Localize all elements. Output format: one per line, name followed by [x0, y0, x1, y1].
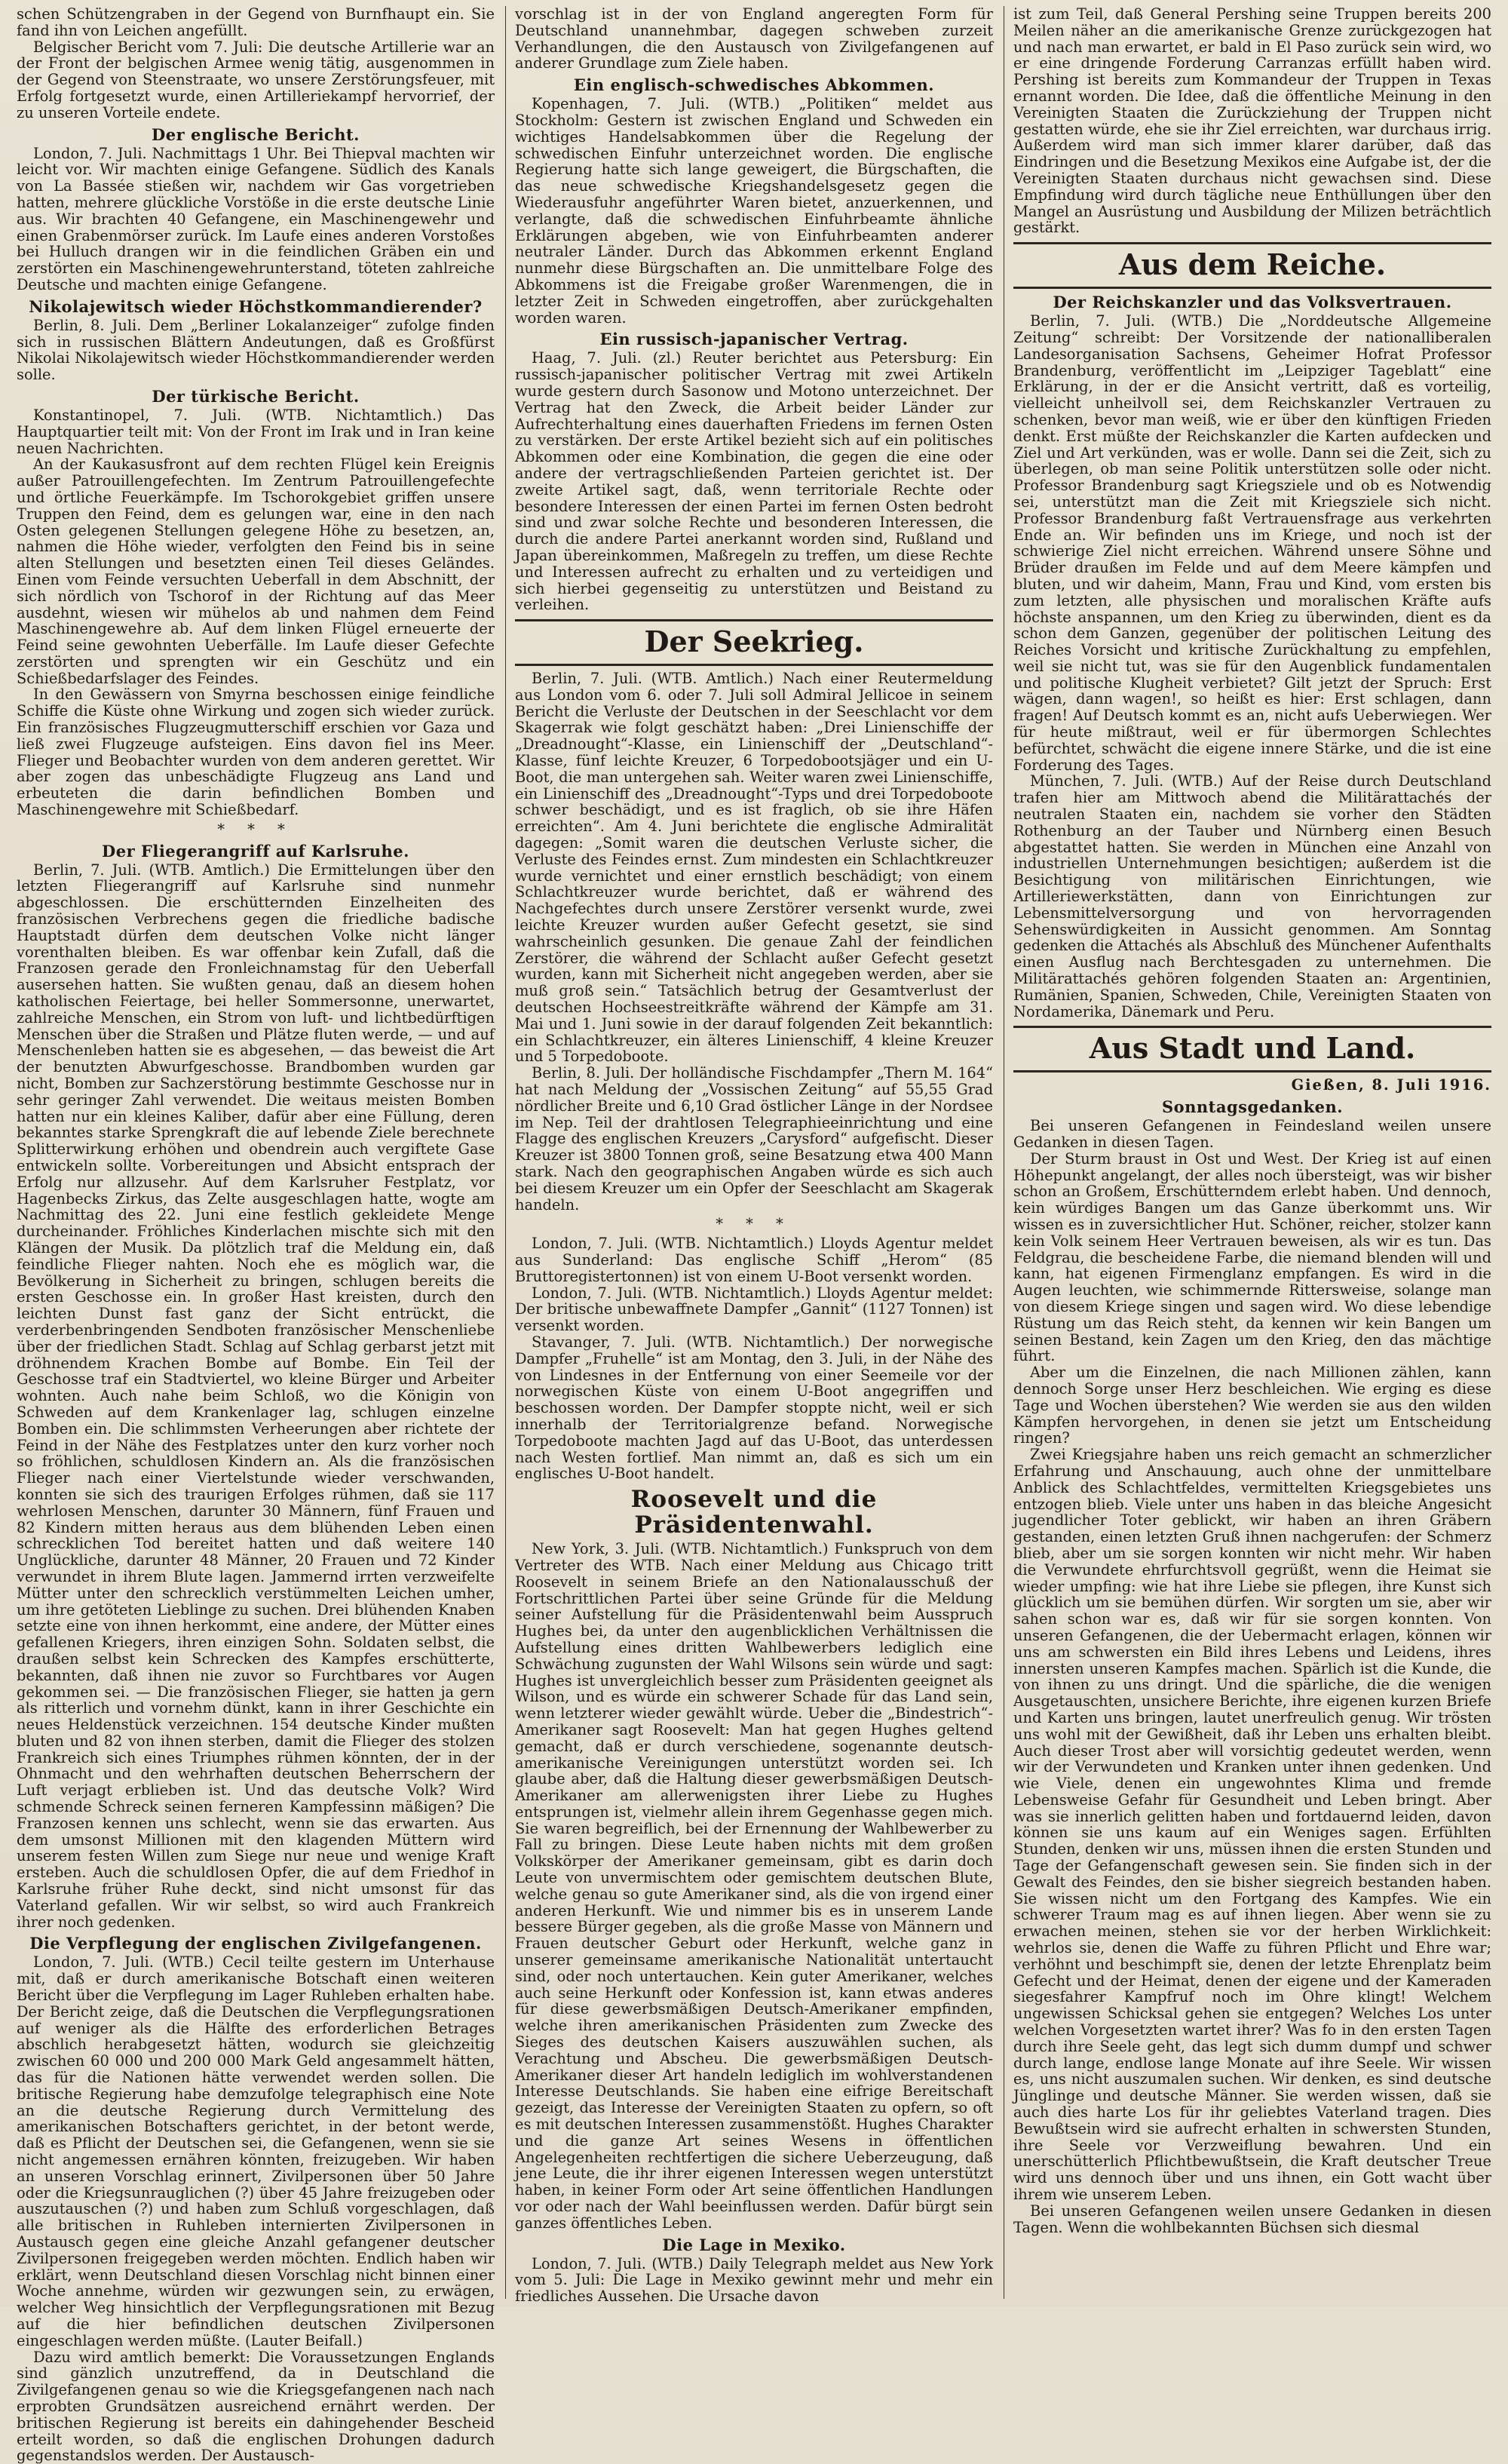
paragraph: Belgischer Bericht vom 7. Juli: Die deutsche Artillerie war an der Front der belgischen Armee wenig tätig, ausgenommen in der Gegend von Steenstraate, wo unsere Zerstörungsfeuer, mit Erfolg fortgesetzt wurde, einen Artilleriekampf hervorrief, der zu unseren Vorteile endete. — [17, 38, 495, 121]
paragraph: London, 7. Juli. Nachmittags 1 Uhr. Bei Thiepval machten wir leicht vor. Wir machten einige Gefangene. Südlich des Kanals von La Bassée stießen wir, nachdem wir Gas vorgetrieben hatten, mehrere glückliche Vorstöße in die erste deutsche Linie aus. Wir brachten 40 Gefangene, ein Maschinengewehr und einen Grabenmörser zurück. Im Laufe eines anderen Vorstoßes bei Hulluch drangen wir in die feindlichen Gräben ein und zerstörten ein Maschinengewehrunterstand, töteten zahlreiche Deutsche und machten einige Gefangene. — [17, 144, 495, 293]
paragraph: New York, 3. Juli. (WTB. Nichtamtlich.) Funkspruch von dem Vertreter des WTB. Nach einer Meldung aus Chicago tritt Roosevelt in seinem Briefe an den Nationalausschuß der Fortschrittlichen Partei über seine Gründe für die Meldung seiner Aufstellung für die Präsidentenwahl beim Ausspruch Hughes bei, da unter den augenblicklichen Verhältnissen die Aufstellung eines dritten Wahlbewerbers lediglich eine Schwächung zugunsten der Wahl Wilsons sein würde und sagt: Hughes ist unvergleichlich besser zum Präsidenten geeignet als Wilson, und es würde ein schwerer Schade für das Land sein, wenn letzterer wieder gewählt würde. Ueber die „Bindestrich“-Amerikaner sagt Roosevelt: Man hat gegen Hughes geltend gemacht, daß er durch verschiedene, sogenannte deutsch-amerikanische Vereinigungen unterstützt worden sei. Ich glaube aber, daß die Haltung dieser gewerbsmäßigen Deutsch-Amerikaner am allerwenigsten ihrer Liebe zu Hughes entsprungen ist, vielmehr allein ihrem Gegenhasse gegen mich. Sie waren begreiflich, bei der Ernennung der Wahlbewerber zu Fall zu bringen. Diese Leute haben nichts mit dem großen Volkskörper der Amerikaner gemeinsam, gibt es darin doch Leute von unvermischtem oder gemischtem deutschen Blute, welche genau so gute Amerikaner sind, als die von irgend einer anderen Herkunft. Wie und nimmer bis es in unserem Lande bessere Bürger gegeben, als die große Masse von Männern und Frauen deutscher Geburt oder Herkunft, welche ganz in unserer gemeinsame amerikanische Nationalität untertaucht sind, oder noch untertauchen. Kein guter Amerikaner, welches auch seine Herkunft oder Konfession ist, kann etwas anderes für diese gewerbsmäßigen Deutsch-Amerikaner empfinden, welche ihren amerikanischen Präsidenten zum Zwecke des Sieges des deutschen Kaisers auszuwählen suchen, als Verachtung und Abscheu. Die gewerbsmäßigen Deutsch-Amerikaner dieser Art handeln lediglich im wohlverstandenen Interesse Deutschlands. Sie haben eine eifrige Bereitschaft gezeigt, das Interesse der Vereinigten Staaten zu opfern, so oft es mit deutschen Interessen zusammenstößt. Hughes Charakter und die ganze Art seines Wesens in öffentlichen Angelegenheiten rechtfertigen die sichere Ueberzeugung, daß jene Leute, die ihr ihrer eigenen Interessen wegen unterstützt haben, in keiner Form oder Art seine öffentlichen Handlungen vor oder nach der Wahl beeinflussen werden. Dafür bürgt sein ganzes öffentliches Leben. — [515, 1540, 993, 2232]
column-1 — [17, 5, 495, 2464]
paragraph: Zwei Kriegsjahre haben uns reich gemacht an schmerzlicher Erfahrung und Anschauung, auch ohne der unmittelbare Anblick des Schlachtfeldes, vermittelten Kriegsgebietes uns entzogen blieb. Viele unter uns haben in das bleiche Angesicht jugendlicher Toter geblickt, wir haben an ihren Gräbern gestanden, einen letzten Gruß ihnen nachgerufen: der Schmerz blieb, aber um sie sorgen konnten wir nicht mehr. Wir haben die Verwundete ehrfurchtsvoll gegrüßt, wenn die Heimat sie wieder umpfing: wie hat ihre Liebe sie pflegen, ihre Kunst sich glücklich um sie bemühen dürfen. Wir sorgten um sie, aber wir sahen schon war es, daß wir für sie sorgen konnten. Von unseren Gefangenen, die der Uebermacht erlagen, können wir uns am schwersten ein Bild ihres Lebens und Leidens, ihres innersten unseren Kampfes machen. Spärlich ist die Kunde, die von ihnen zu uns dringt. Und die spärliche, die die wenigen Ausgetauschten, unsichere Berichte, ihre eigenen kurzen Briefe und Karten uns bringen, lautet unerfreulich genug. Wir trösten uns wohl mit der Gewißheit, daß ihr Leben uns erhalten bleibt. Auch dieser Trost aber will vorsichtig gedeutet werden, wenn wir der Verwundeten und Kranken unter ihnen gedenken. Und wie Viele, denen ein ungewohntes Klima und fremde Lebensweise Gefahr für Gesundheit und Leben bringt. Aber was sie innerlich gelitten haben und fortdauernd leiden, davon können sie uns kaum auf ein Weniges sagen. Erfühlten Stunden, denken wir uns, müssen ihnen die ersten Stunden und Tage der Gefangenschaft gewesen sein. Sie finden sich in der Gewalt des Feindes, den sie bisher siegreich bestanden haben. Sie wissen nicht um den Fortgang des Kampfes. Wie ein schwerer Traum mag es auf ihnen liegen. Aber wenn sie zu erwachen meinen, stehen sie vor der herben Wirklichkeit: wehrlos sie, denen die Waffe zu führen Pflicht und Ehre war; verhöhnt und beschimpft sie, denen der letzte Ehrenplatz beim Gefecht und der Heimat, denen der eigene und der Kameraden siegesfahrer Kampfruf noch im Ohre klingt! Welchem ungewissen Schicksal gehen sie entgegen? Welches Los unter welchen Vorgesetzten wartet ihrer? Was fo in den ersten Tagen durch ihre Seele geht, das legt sich dumm dumpf und schwer durch lange, endlose lange Monate auf ihre Seele. Wir wissen es, uns nicht auszumalen suchen. Wir denken, es sind deutsche Jünglinge und deutsche Männer. Sie werden wissen, daß sie auch dies harte Los für ihr geliebtes Vaterland tragen. Dies Bewußtsein wird sie aufrecht erhalten in schwersten Stunden, ihre Seele vor Verzweiflung bewahren. Und ein unerschütterlich Pflichtbewußtsein, die Kraft deutscher Treue wird uns dennoch über und uns ihnen, ein Gott wacht über ihrem wie unserem Leben. — [1013, 1446, 1491, 2204]
paragraph: Berlin, 7. Juli. (WTB.) Die „Norddeutsche Allgemeine Zeitung“ schreibt: Der Vorsitzende der nationalliberalen Landesorganisation Sachsens, Geheimer Hofrat Professor Brandenburg, veröffentlicht im „Leipziger Tageblatt“ eine Erklärung, in der er die Ansicht vertritt, daß es vorteilig, vielleicht unheilvoll sei, dem Reichskanzler Vertrauen zu schenken, bevor man weiß, wie er über den künftigen Frieden denkt. Erst müßte der Reichskanzler die Karten aufdecken und Ziel und Art verkünden, was er wolle. Dann sei die Zeit, sich zu überlegen, ob man seine Politik unterstützen solle oder nicht. Professor Brandenburg sagt Kriegsziele und ob es Notwendig sei, unterstützt man die Zeit mit Kriegsziele sich nicht. Professor Brandenburg faßt Vertrauensfrage aus verkehrten Ende an. Wir befinden uns im Kriege, und noch ist der schwierige Ziel nicht erreichen. Während unsere Söhne und Brüder draußen im Felde und auf dem Meere kämpfen und bluten, und wir daheim, Mann, Frau und Kind, vom ersten bis zum letzten, alle physischen und moralischen Kräfte aufs höchste anspannen, um den Krieg zu überwinden, dient es da schon dem Ganzen, gegenüber der politischen Leitung des Reiches Vorsicht und kritische Zurückhaltung zu empfehlen, weil sie nicht tut, was sie für den Augenblick fundamentalen und politische Klugheit verbietet? Gilt jetzt der Spruch: Erst wägen, dann wagen!, so heißt es hier: Erst schlagen, dann fragen! Auf Deutsch kommt es an, nicht aufs Ueberwiegen. Wer für heute mißtraut, weil er für übermorgen Schlechtes befürchtet, schwächt die eigene innere Stärke, und die ist eine Forderung des Tages. — [1013, 312, 1491, 774]
paragraph: London, 7. Juli. (WTB.) Daily Telegraph meldet aus New York vom 5. Juli: Die Lage in Mexiko gewinnt mehr und mehr ein friedliches Aussehen. Die Ursache davon — [515, 2254, 993, 2306]
section-heading: Der Seekrieg. — [515, 619, 993, 666]
headline: Der türkische Bericht. — [152, 386, 360, 406]
paragraph: Aber um die Einzelnen, die nach Millionen zählen, kann dennoch Sorge unser Herz beschleichen. Wie erging es diese Tage und Wochen überstehen? Wie werden sie aus den wilden Kämpfen hervorgehen, in denen sie jetzt um Entscheidung ringen? — [1013, 1364, 1491, 1447]
paragraph: ist zum Teil, daß General Pershing seine Truppen bereits 200 Meilen näher an die amerikanische Grenze zurückgezogen hat und nach man erwartet, er bald in El Paso zurück sein wird, wo er eine dringende Forderung Carranzas erfüllt haben wird. Pershing ist bereits zum Kommandeur der Truppen in Texas ernannt worden. Die Idee, daß die öffentliche Meinung in den Vereinigten Staaten die Zurückziehung der Truppen nicht gestatten würde, ehe sie ihr Ziel erreichten, war durchaus irrig. Außerdem wird man sich immer klarer darüber, daß das Eindringen und die Besetzung Mexikos eine Aufgabe ist, der die Vereinigten Staaten durchaus nicht gewachsen sind. Diese Empfindung wird durch tägliche neue Enthüllungen über den Mangel an Ausrüstung und Ausbildung der Milizen beträchtlich gestärkt. — [1013, 5, 1491, 237]
paragraph: Kopenhagen, 7. Juli. (WTB.) „Politiken“ meldet aus Stockholm: Gestern ist zwischen England und Schweden ein wichtiges Handelsabkommen über die Regelung der schwedischen Einfuhr unterzeichnet worden. Die englische Regierung hatte sich lange geweigert, die Bürgschaften, die das neue schwedische Kriegshandelsgesetz gegen die Wiederausfuhr angeführter Waren bietet, anzuerkennen, und verlangte, daß die schwedischen Einfuhrbeamte ähnliche Erklärungen abgeben, wie von Einfuhrbeamten anderer neutraler Länder. Durch das Abkommen erkennt England nunmehr diese Bürgschaften an. Die unmittelbare Folge des Abkommens ist die Freigabe großer Warenmengen, die in letzter Zeit in Schweden eingetroffen, aber zurückgehalten worden waren. — [515, 95, 993, 327]
column-2 — [505, 5, 993, 2306]
headline: Sonntagsgedanken. — [1161, 1097, 1344, 1117]
paragraph: London, 7. Juli. (WTB. Nichtamtlich.) Lloyds Agentur meldet aus Sunderland: Das englische Schiff „Herom“ (85 Bruttoregistertonnen) ist von einem U-Boot versenkt worden. — [515, 1235, 993, 1285]
paragraph: Konstantinopel, 7. Juli. (WTB. Nichtamtlich.) Das Hauptquartier teilt mit: Von der Front im Irak und in Iran keine neuen Nachrichten. — [17, 406, 495, 457]
paragraph: Bei unseren Gefangenen weilen unsere Gedanken in diesen Tagen. Wenn die wohlbekannten Büchsen sich diesmal — [1013, 2202, 1491, 2236]
headline: Ein englisch-schwedisches Abkommen. — [573, 75, 935, 95]
headline: Der englische Bericht. — [152, 124, 360, 144]
paragraph: An der Kaukasusfront auf dem rechten Flügel kein Ereignis außer Patrouillengefechten. Im Zentrum Patrouillengefechte und örtliche Feuerkämpfe. Im Tschorokgebiet griffen unsere Truppen den Feind, dem es gelungen war, eine in den nach Osten gelegenen Stellungen gelegene Höhe zu besetzen, an, nahmen die Höhe wieder, verfolgten den Feind bis in seine alten Stellungen und besetzten einen Teil dieses Geländes. Einen vom Feinde versuchten Ueberfall in dem Abschnitt, der sich nördlich von Tschorof in der Richtung auf das Meer ausdehnt, wiesen wir mühelos ab und nahmen dem Feind Maschinengewehre ab. Auf dem linken Flügel erneuerte der Feind seine gewohnten Ueberfälle. Im Laufe dieser Gefechte zerstörten und sprengten wir ein Geschütz und ein Schießbedarfslager des Feindes. — [17, 456, 495, 687]
paragraph: München, 7. Juli. (WTB.) Auf der Reise durch Deutschland trafen hier am Mittwoch abend die Militärattachés der neutralen Staaten ein, nachdem sie vorher den Städten Rothenburg an der Tauber und Nürnberg einen Besuch abgestattet hatten. Sie werden in München eine Anzahl von industriellen Unternehmungen besichtigen; außerdem ist die Besichtigung von militärischen Einrichtungen, wie Artilleriewerkstätten, dann von Einrichtungen zur Lebensmittelversorgung und von hervorragenden Sehenswürdigkeiten in Aussicht genommen. Am Sonntag gedenken die Attachés als Abschluß des Münchener Aufenthalts einen Ausflug nach Berchtesgaden zu unternehmen. Die Militärattachés gehören folgenden Staaten an: Argentinien, Rumänien, Spanien, Schweden, Chile, Vereinigten Staaten von Nordamerika, Dänemark und Peru. — [1013, 772, 1492, 1020]
headline: Die Lage in Mexiko. — [662, 2235, 846, 2254]
paragraph: In den Gewässern von Smyrna beschossen einige feindliche Schiffe die Küste ohne Wirkung und zogen sich wieder zurück. Ein französisches Flugzeugmutterschiff erschien vor Gaza und ließ zwei Flugzeuge aufsteigen. Eins davon fiel ins Meer. Flieger und Beobachter wurden von dem anderen gerettet. Wir aber zogen das unbeschädigte Flugzeug ans Land und erbeuteten die darin befindlichen Bomben und Maschinengewehre mit Schießbedarf. — [17, 686, 495, 819]
paragraph: Berlin, 8. Juli. Dem „Berliner Lokalanzeiger“ zufolge finden sich in russischen Blättern Andeutungen, daß es Großfürst Nikolai Nikolajewitsch wieder Höchstkommandierender werden solle. — [17, 316, 495, 384]
headline: Nikolajewitsch wieder Höchstkommandierender? — [29, 296, 483, 316]
headline-large: Roosevelt und die Präsidentenwahl. — [630, 1486, 878, 1539]
paragraph: London, 7. Juli. (WTB.) Cecil teilte gestern im Unterhause mit, daß er durch amerikanische Botschaft einen weiteren Bericht über die Verpflegung im Lager Ruhleben erhalten habe. Der Bericht zeige, daß die Deutschen die Verpflegungsrationen auf weniger als die Hälfte des erforderlichen Betrages abschlich herabgesetzt hätten, wodurch sie gleichzeitig zwischen 60 000 und 200 000 Mark Geld angesammelt hätten, das für die Nationen hätte verwendet werden sollen. Die britische Regierung habe demzufolge telegraphisch eine Note an die deutsche Regierung durch Vermittelung des amerikanischen Botschafters gerichtet, in der betont werde, daß es Pflicht der Deutschen sei, die Gefangenen, wenn sie sie nicht angemessen ernähren könnten, freizugeben. Wir haben an unseren Vorschlag erinnert, Zivilpersonen über 50 Jahre oder die Kriegsunrauglichen (?) über 45 Jahre freizugeben oder auszutauschen (?) und haben zum Schluß vorgeschlagen, daß alle britischen in Ruhleben internierten Zivilpersonen in Austausch gegen eine gleiche Anzahl gefangener deutscher Zivilpersonen freigegeben werden möchten. Endlich haben wir erklärt, wenn Deutschland diesen Vorschlag nicht binnen einer Woche annehme, würden wir gezwungen sein, zu erwägen, welcher Weg hinsichtlich der Verpflegungsrationen mit Bezug auf die hier befindlichen deutschen Zivilpersonen eingeschlagen werden müßte. (Lauter Beifall.) — [17, 1953, 495, 2349]
separator-stars: * * * — [217, 820, 294, 838]
headline: Die Verpflegung der englischen Zivilgefangenen. — [29, 1934, 482, 1953]
paragraph: London, 7. Juli. (WTB. Nichtamtlich.) Lloyds Agentur meldet: Der britische unbewaffnete Dampfer „Gannit“ (1127 Tonnen) ist versenkt worden. — [515, 1284, 993, 1335]
paragraph: Der Sturm braust in Ost und West. Der Krieg ist auf einen Höhepunkt angelangt, der alles noch übersteigt, was wir bisher schon an Großem, Erschütterndem erlebt haben. Und dennoch, kein würdiges Bangen um das Ganze überkommt uns. Wir wissen es in zuversichtlicher Hut. Schöner, reicher, stolzer kann kein Volk seinem Heer Vertrauen beweisen, als wir es tun. Das Feldgrau, die bescheidene Farbe, die niemand blenden will und kann, hat eigenen Firmenglanz empfangen. Es wird in die Augen leuchten, wie schimmernde Rittersweise, solange man von diesem Kriege singen und sagen wird. Wo diese lebendige Rüstung um das Reich steht, da kennen wir kein Bangen um seinen Bestand, kein Zagen um den Krieg, den das mächtige führt. — [1013, 1149, 1491, 1365]
paragraph: Bei unseren Gefangenen in Feindesland weilen unsere Gedanken in diesen Tagen. — [1013, 1117, 1491, 1152]
paragraph: Berlin, 7. Juli. (WTB. Amtlich.) Nach einer Reutermeldung aus London vom 6. oder 7. Juli soll Admiral Jellicoe in seinem Bericht die Verluste der Deutschen in der Seeschlacht vor dem Skagerrak wie folgt geschätzt haben: „Drei Linienschiffe der „Dreadnought“-Klasse, ein Linienschiff der „Deutschland“-Klasse, fünf leichte Kreuzer, 6 Torpedobootsjäger und ein U-Boot, die man untergehen sah. Weiter waren zwei Linienschiffe, ein Linienschiff des „Dreadnought“-Typs und drei Torpedoboote schwer beschädigt, und es ist fraglich, ob sie ihre Häfen erreichten“. Am 4. Juni berichtete die englische Admiralität dagegen: „Somit waren die deutschen Verluste sicher, die Verluste des Feindes ernst. Zum mindesten ein Schlachtkreuzer wurde vernichtet und einer ernstlich beschädigt; von einem Schlachtkreuzer wurde berichtet, daß er während des Nachgefechtes durch unsere Zerstörer versenkt wurde, zwei leichte Kreuzer wurden außer Gefecht gesetzt, sie sind wahrscheinlich gesunken. Die genaue Zahl der feindlichen Zerstörer, die während der Schlacht außer Gefecht gesetzt wurden, kann mit Sicherheit nicht angegeben werden, aber sie muß groß sein.“ Tatsächlich betrug der Gesamtverlust der deutschen Hochseestreitkräfte während der Kämpfe am 31. Mai und 1. Juni sowie in der darauf folgenden Zeit bekanntlich: ein Schlachtkreuzer, ein älteres Linienschiff, 4 kleine Kreuzer und 5 Torpedoboote. — [515, 670, 993, 1066]
dateline: Gießen, 8. Juli 1916. — [1291, 1076, 1491, 1094]
headline: Ein russisch-japanischer Vertrag. — [599, 330, 909, 349]
column-3 — [1004, 6, 1491, 2299]
paragraph: schen Schützengraben in der Gegend von Burnfhaupt ein. Sie fand ihn von Leichen angefüllt. — [17, 5, 495, 39]
paragraph: Stavanger, 7. Juli. (WTB. Nichtamtlich.) Der norwegische Dampfer „Fruhelle“ ist am Montag, den 3. Juli, in der Nähe des von Lindesnes in der Entfernung von einer Seemeile vor der norwegischen Küste von einem U-Boot angegriffen und beschossen worden. Der Dampfer stoppte nicht, weil er sich innerhalb der Territorialgrenze befand. Norwegische Torpedoboote machten Jagd auf das U-Boot, das unterdessen nach Westen fortlief. Man nimmt an, daß es sich um ein englisches U-Boot handelt. — [515, 1333, 993, 1483]
paragraph: Dazu wird amtlich bemerkt: Die Voraussetzungen Englands sind gänzlich unzutreffend, da in Deutschland die Zivilgefangenen genau so wie die Kriegsgefangenen nach nach erprobten Grundsätzen ausreichend ernährt werden. Der britischen Regierung ist bereits ein dahingehender Bescheid erteilt worden, so daß die englischen Drohungen dadurch gegenstandslos werden. Der Austausch- — [17, 2348, 495, 2464]
paragraph: Haag, 7. Juli. (zl.) Reuter berichtet aus Petersburg: Ein russisch-japanischer politischer Vertrag mit zwei Artikeln wurde gestern durch Sasonow und Motono unterzeichnet. Der Vertrag hat den Zweck, die Arbeit beider Länder zur Aufrechterhaltung eines dauerhaften Friedens im fernen Osten zu verstärken. Der erste Artikel bezieht sich auf ein politisches Abkommen oder eine Kombination, die gegen die eine oder andere der vertragschließenden Parteien gerichtet ist. Der zweite Artikel sagt, daß, wenn territoriale Rechte oder besondere Interessen der einen Partei im fernen Osten bedroht sind und zwar solche Rechte und besonderen Interessen, die durch die andere Partei anerkannt worden sind, Rußland und Japan übereinkommen, Maßregeln zu treffen, um diese Rechte und Interessen aufrecht zu erhalten und zu verteidigen und sich hierbei gegenseitig zu unterstützen und Beistand zu verleihen. — [515, 349, 993, 614]
columns — [17, 5, 1492, 2464]
separator-stars: * * * — [716, 1215, 792, 1233]
section-heading: Aus dem Reiche. — [1013, 242, 1491, 289]
section-heading: Aus Stadt und Land. — [1013, 1026, 1491, 1072]
headline: Der Reichskanzler und das Volksvertrauen. — [1053, 293, 1452, 312]
paragraph: Berlin, 8. Juli. Der holländische Fischdampfer „Thern M. 164“ hat nach Meldung der „Vossischen Zeitung“ auf 55,55 Grad nördlicher Breite und 6,10 Grad östlicher Länge in der Nordsee im Nep. Teil der drahtlosen Telegraphieeinrichtung und eine Flagge des englischen Kreuzers „Carysford“ aufgefischt. Dieser Kreuzer ist 3800 Tonnen groß, seine Besatzung etwa 400 Mann stark. Nach den geographischen Angaben würde es sich auch bei diesem Kreuzer um ein Opfer der Seeschlacht am Skagerak handeln. — [515, 1064, 993, 1214]
headline: Der Fliegerangriff auf Karlsruhe. — [102, 841, 409, 861]
paragraph: vorschlag ist in der von England angeregten Form für Deutschland unannehmbar, dagegen schweben zurzeit Verhandlungen, die den Austausch von Zivilgefangenen auf anderer Grundlage zum Ziele haben. — [515, 5, 993, 72]
paragraph: Berlin, 7. Juli. (WTB. Amtlich.) Die Ermittelungen über den letzten Fliegerangriff auf Karlsruhe sind nunmehr abgeschlossen. Die erschütternden Einzelheiten des französischen Verbrechens gegen die friedliche badische Hauptstadt dürfen dem deutschen Volke nicht länger vorenthalten bleiben. Es war offenbar kein Zufall, daß die Franzosen gerade den Fronleichnamstag für den Ueberfall ausersehen hatten. Sie wußten genau, daß an diesem hohen katholischen Feiertage, bei heller Sommersonne, unerwartet, zahlreiche Menschen, ein Strom von luft- und lichtbedürftigen Menschen über die Straßen und Plätze fluten werde, — und auf Menschenleben hatten sie es abgesehen, — das beweist die Art der benutzten Abwurfgeschosse. Brandbomben wurden gar nicht, Bomben zur Sachzerstörung bestimmte Geschosse nur in sehr geringer Zahl verwendet. Die weitaus meisten Bomben hatten nur ein kleines Kaliber, dafür aber eine Füllung, deren bekanntes starke Sprengkraft die auf lebende Ziele berechnete Splitterwirkung erhöhen und obendrein auch vergiftete Gase entwickeln sollte. Vorbereitungen und Absicht entsprach der Erfolg nur allzusehr. Auf dem Karlsruher Festplatz, vor Hagenbecks Zirkus, das Zelte ausgeschlagen hatte, wogte am Nachmittag des 22. Juni eine festlich gekleidete Menge durcheinander. Fröhliches Kinderlachen mischte sich mit den Klängen der Musik. Da plötzlich traf die Meldung ein, daß feindliche Flieger nahten. Noch ehe es möglich war, die Bevölkerung in Sicherheit zu bringen, schlugen bereits die ersten Geschosse ein. In großer Hast kreisten, durch den leichten Dunst fast ganz der Sicht entrückt, die verderbenbringenden Sendboten französischer Menschenliebe über der friedlichen Stadt. Schlag auf Schlag gerbarst jetzt mit dröhnendem Krachen Bombe auf Bombe. Ein Teil der Geschosse traf ein Stadtviertel, wo kleine Bürger und Arbeiter wohnten. Auch nahe beim Schloß, wo die Königin von Schweden auf dem Krankenlager lag, schlugen einzelne Bomben ein. Die schlimmsten Verheerungen aber richtete der Feind in der Nähe des Festplatzes unter den kurz vorher noch so fröhlichen, schuldlosen Kindern an. Als die französischen Flieger nach einer Viertelstunde wieder verschwanden, konnten sie sich des traurigen Erfolges rühmen, daß sie 117 wehrlosen Menschen, darunter 30 Männern, fünf Frauen und 82 Kindern mitten heraus aus dem blühenden Leben einen schrecklichen Tod bereitet hatten und daß weitere 140 Unglückliche, darunter 48 Männer, 20 Frauen und 72 Kinder verwundet in ihrem Blute lagen. Jammernd irrten verzweifelte Mütter unter den schrecklich verstümmelten Leichen umher, um ihre getöteten Lieblinge zu suchen. Drei blühenden Knaben setzte eine von ihnen herkommt, eine andere, der Mütter eines gefallenen Kriegers, ihren einzigen Sohn. Soldaten selbst, die draußen selbst kein Schrecken des Kampfes erschütterte, bekannten, daß ihnen nie zuvor so Furchtbares vor Augen gekommen sei. — Die französischen Flieger, sie hatten ja gern als ritterlich und vornehm dünkt, kann in ihrer Geschichte ein neues Heldenstück verzeichnen. 154 deutsche Kinder mußten bluten und 82 von ihnen sterben, damit die Flieger des stolzen Frankreich sich eines Triumphes rühmen könnten, der in der Ohnmacht und den wehrhaften deutschen Beherrschern der Luft verjagt erblieben ist. Und das deutsche Volk? Wird schmende Schreck seinen ferneren Kampfessinn mäßigen? Die Franzosen kennen uns schlecht, wenn sie das erwarten. Aus dem umsonst Millionen mit den klagenden Müttern wird unserem festen Willen zum Siege nur neue und wenige Kraft ersteben. Auch die schuldlosen Opfer, die auf dem Friedhof in Karlsruhe früher Ruhe deckt, sind nicht umsonst für das Vaterland gefallen. Wir wir selbst, so wird auch Frankreich ihrer noch gedenken. — [17, 861, 495, 1931]
